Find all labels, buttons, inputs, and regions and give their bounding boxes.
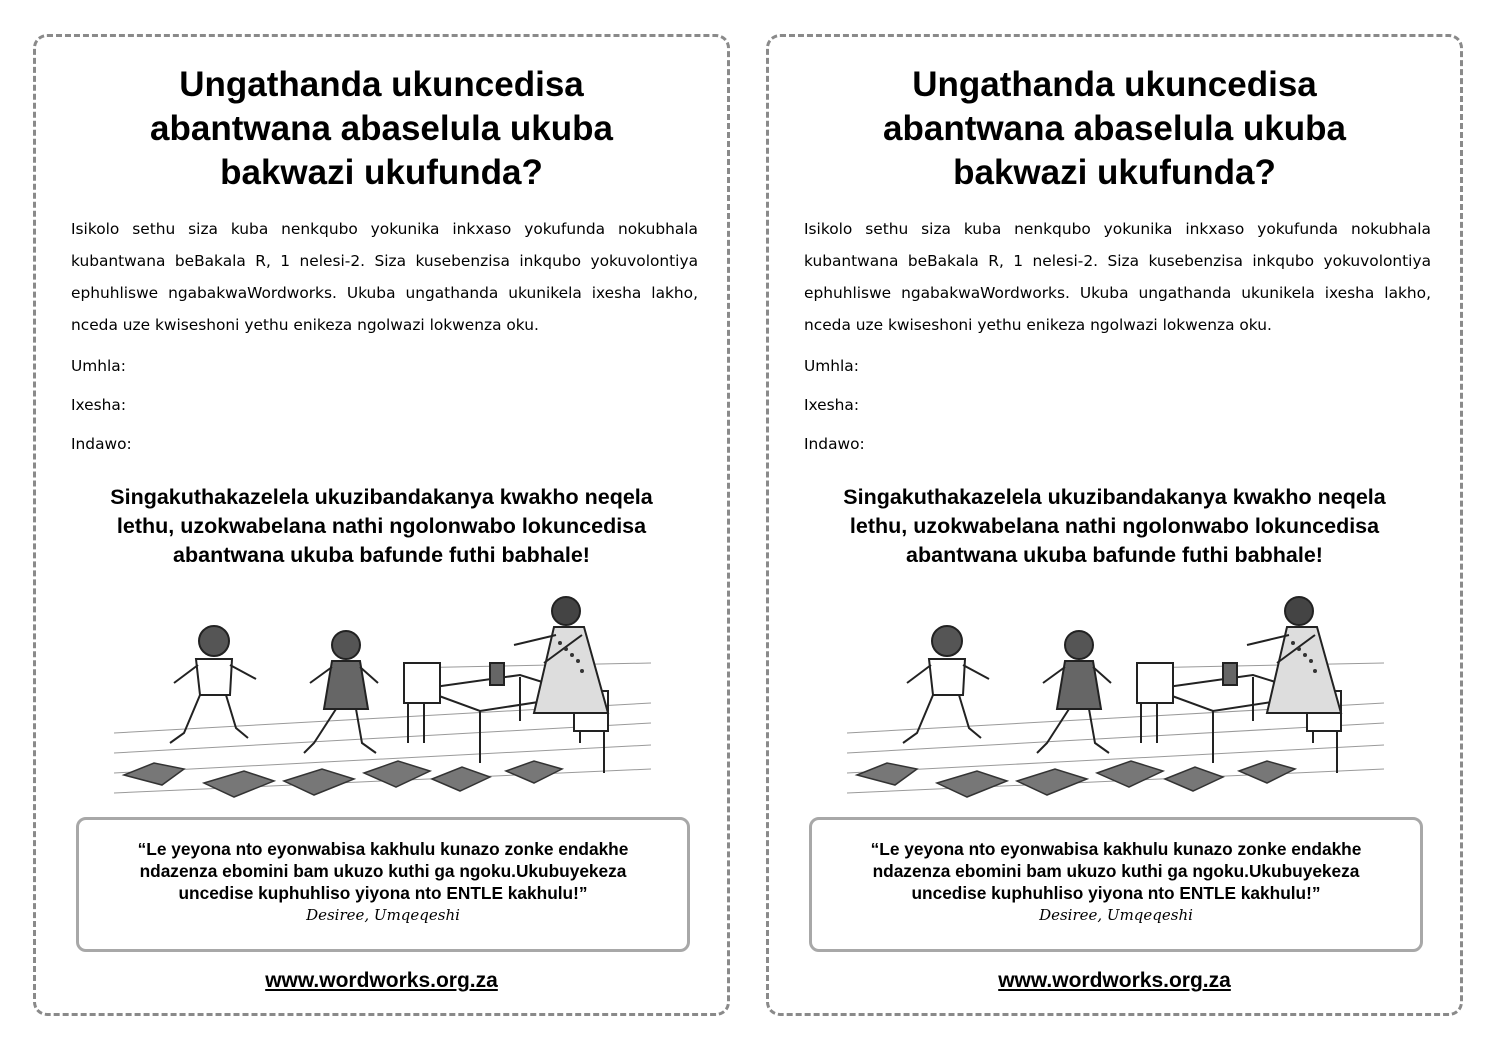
testimonial-author: Desiree, Umqeqeshi [306, 906, 460, 924]
quote-line: “Le yeyona nto eyonwabisa kakhulu kunazo zonke endakhe [137, 839, 629, 859]
quote-line: uncedise kuphuhliso yiyona nto ENTLE kakhulu!” [911, 883, 1321, 903]
quote-line: ndazenza ebomini bam ukuzo kuthi ga ngoku.Ukubuyekeza [872, 861, 1360, 881]
children-classroom-illustration [114, 583, 651, 801]
testimonial-box [76, 817, 690, 952]
title-line: bakwazi ukufunda? [953, 153, 1276, 192]
title-line: abantwana abaselula ukuba [150, 109, 613, 148]
title-line: bakwazi ukufunda? [220, 153, 543, 192]
quote-line: “Le yeyona nto eyonwabisa kakhulu kunazo zonke endakhe [870, 839, 1362, 859]
testimonial-quote [79, 838, 687, 904]
date-label: Umhla: [71, 357, 126, 375]
invite-line: abantwana ukuba bafunde futhi babhale! [173, 543, 590, 567]
place-label: Indawo: [804, 435, 865, 453]
flyer-left [33, 34, 730, 1016]
flyer-title [36, 63, 727, 195]
invite-line: lethu, uzokwabelana nathi ngolonwabo lokuncedisa [849, 514, 1380, 538]
title-line: abantwana abaselula ukuba [883, 109, 1346, 148]
testimonial-box [809, 817, 1423, 952]
invite-line: abantwana ukuba bafunde futhi babhale! [906, 543, 1323, 567]
time-label: Ixesha: [804, 396, 860, 414]
intro-paragraph: Isikolo sethu siza kuba nenkqubo yokunika inkxaso yokufunda nokubhala kubantwana beBakala R, 1 nelesi-2. Siza kusebenzisa inkqubo yokuvolontiya ephuhliswe ngabakwaWordworks. Ukuba ungathanda ukunikela ixesha lakho, nceda uze kwiseshoni yethu enikeza ngolwazi lokwenza oku. [71, 220, 698, 334]
invitation-text [769, 483, 1460, 570]
website-link[interactable]: www.wordworks.org.za [998, 969, 1231, 992]
website-link[interactable]: www.wordworks.org.za [265, 969, 498, 992]
invitation-text [36, 483, 727, 570]
invite-line: Singakuthakazelela ukuzibandakanya kwakho neqela [110, 485, 653, 509]
intro-paragraph: Isikolo sethu siza kuba nenkqubo yokunika inkxaso yokufunda nokubhala kubantwana beBakala R, 1 nelesi-2. Siza kusebenzisa inkqubo yokuvolontiya ephuhliswe ngabakwaWordworks. Ukuba ungathanda ukunikela ixesha lakho, nceda uze kwiseshoni yethu enikeza ngolwazi lokwenza oku. [804, 220, 1431, 334]
flyer-right [766, 34, 1463, 1016]
title-line: Ungathanda ukuncedisa [912, 65, 1317, 104]
children-classroom-illustration [847, 583, 1384, 801]
testimonial-author: Desiree, Umqeqeshi [1039, 906, 1193, 924]
flyer-title [769, 63, 1460, 195]
quote-line: ndazenza ebomini bam ukuzo kuthi ga ngoku.Ukubuyekeza [139, 861, 627, 881]
title-line: Ungathanda ukuncedisa [179, 65, 584, 104]
quote-line: uncedise kuphuhliso yiyona nto ENTLE kakhulu!” [178, 883, 588, 903]
time-label: Ixesha: [71, 396, 127, 414]
invite-line: Singakuthakazelela ukuzibandakanya kwakho neqela [843, 485, 1386, 509]
testimonial-quote [812, 838, 1420, 904]
place-label: Indawo: [71, 435, 132, 453]
date-label: Umhla: [804, 357, 859, 375]
invite-line: lethu, uzokwabelana nathi ngolonwabo lokuncedisa [116, 514, 647, 538]
